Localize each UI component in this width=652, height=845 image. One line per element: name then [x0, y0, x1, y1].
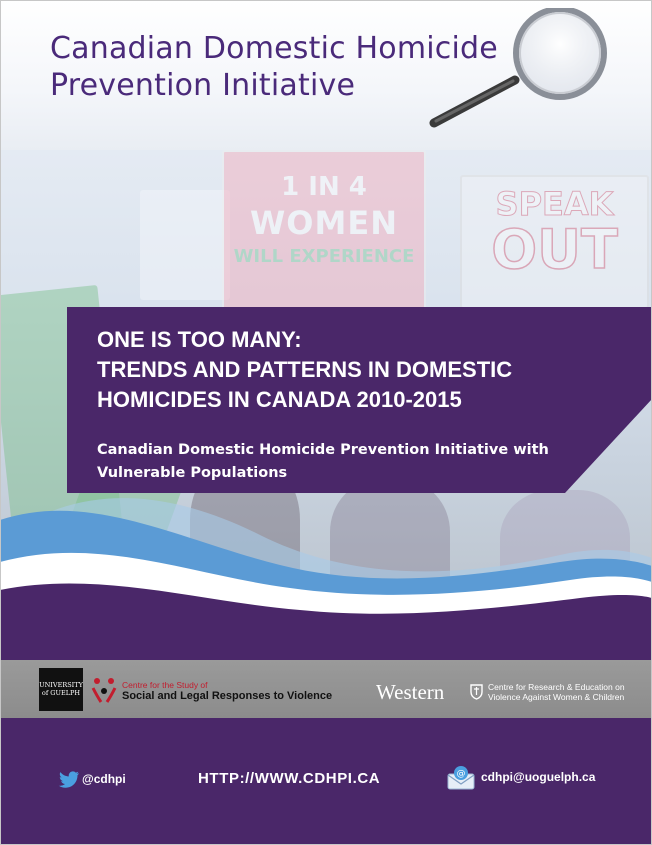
wave-decoration	[0, 480, 652, 670]
crvaw-logo-line: Violence Against Women & Children	[488, 692, 625, 702]
report-title-line: TRENDS AND PATTERNS IN DOMESTIC	[97, 357, 513, 382]
cssl-logo-line: Social and Legal Responses to Violence	[122, 690, 333, 702]
initiative-title-line: Prevention Initiative	[50, 68, 356, 103]
western-crest-icon	[470, 684, 483, 700]
report-title-line: ONE IS TOO MANY:	[97, 327, 302, 352]
guelph-logo	[39, 668, 83, 711]
sign-text: SPEAK	[495, 185, 614, 223]
sign-text: WILL EXPERIENCE	[233, 246, 415, 267]
guelph-logo-text: of GUELPH	[41, 689, 81, 697]
sign-text: OUT	[491, 218, 618, 281]
protest-sign-speak-out	[460, 175, 649, 309]
crvaw-logo-line: Centre for Research & Education on	[488, 682, 625, 692]
website-link[interactable]: HTTP://WWW.CDHPI.CA	[198, 770, 381, 787]
cssl-figures-icon	[91, 676, 117, 704]
twitter-handle[interactable]: @cdhpi	[82, 772, 126, 786]
header	[0, 0, 652, 150]
western-logo: Western	[376, 680, 445, 704]
protest-sign	[140, 190, 230, 300]
report-subtitle: Canadian Domestic Homicide Prevention Initiative with Vulnerable Populations	[97, 442, 549, 481]
report-title	[97, 325, 512, 415]
report-title-box	[67, 307, 652, 493]
email-link[interactable]: cdhpi@uoguelph.ca	[481, 770, 596, 784]
report-title-line: HOMICIDES IN CANADA 2010-2015	[97, 387, 462, 412]
protest-sign-1-in-4	[222, 150, 426, 329]
cssl-logo-line: Centre for the Study of	[122, 680, 208, 690]
mail-icon[interactable]	[446, 765, 476, 791]
crvaw-logo	[488, 682, 625, 702]
guelph-logo-text: UNIVERSITY	[39, 681, 83, 689]
cssl-logo	[122, 680, 332, 703]
svg-text:@: @	[456, 769, 466, 779]
initiative-title-line: Canadian Domestic Homicide	[50, 31, 498, 66]
footer	[0, 718, 652, 845]
magnifying-glass-icon	[420, 8, 620, 138]
sign-text: 1 IN 4	[281, 172, 367, 202]
partner-logo-strip	[0, 660, 652, 718]
sign-text: WOMEN	[250, 204, 398, 242]
twitter-icon[interactable]	[58, 771, 80, 789]
